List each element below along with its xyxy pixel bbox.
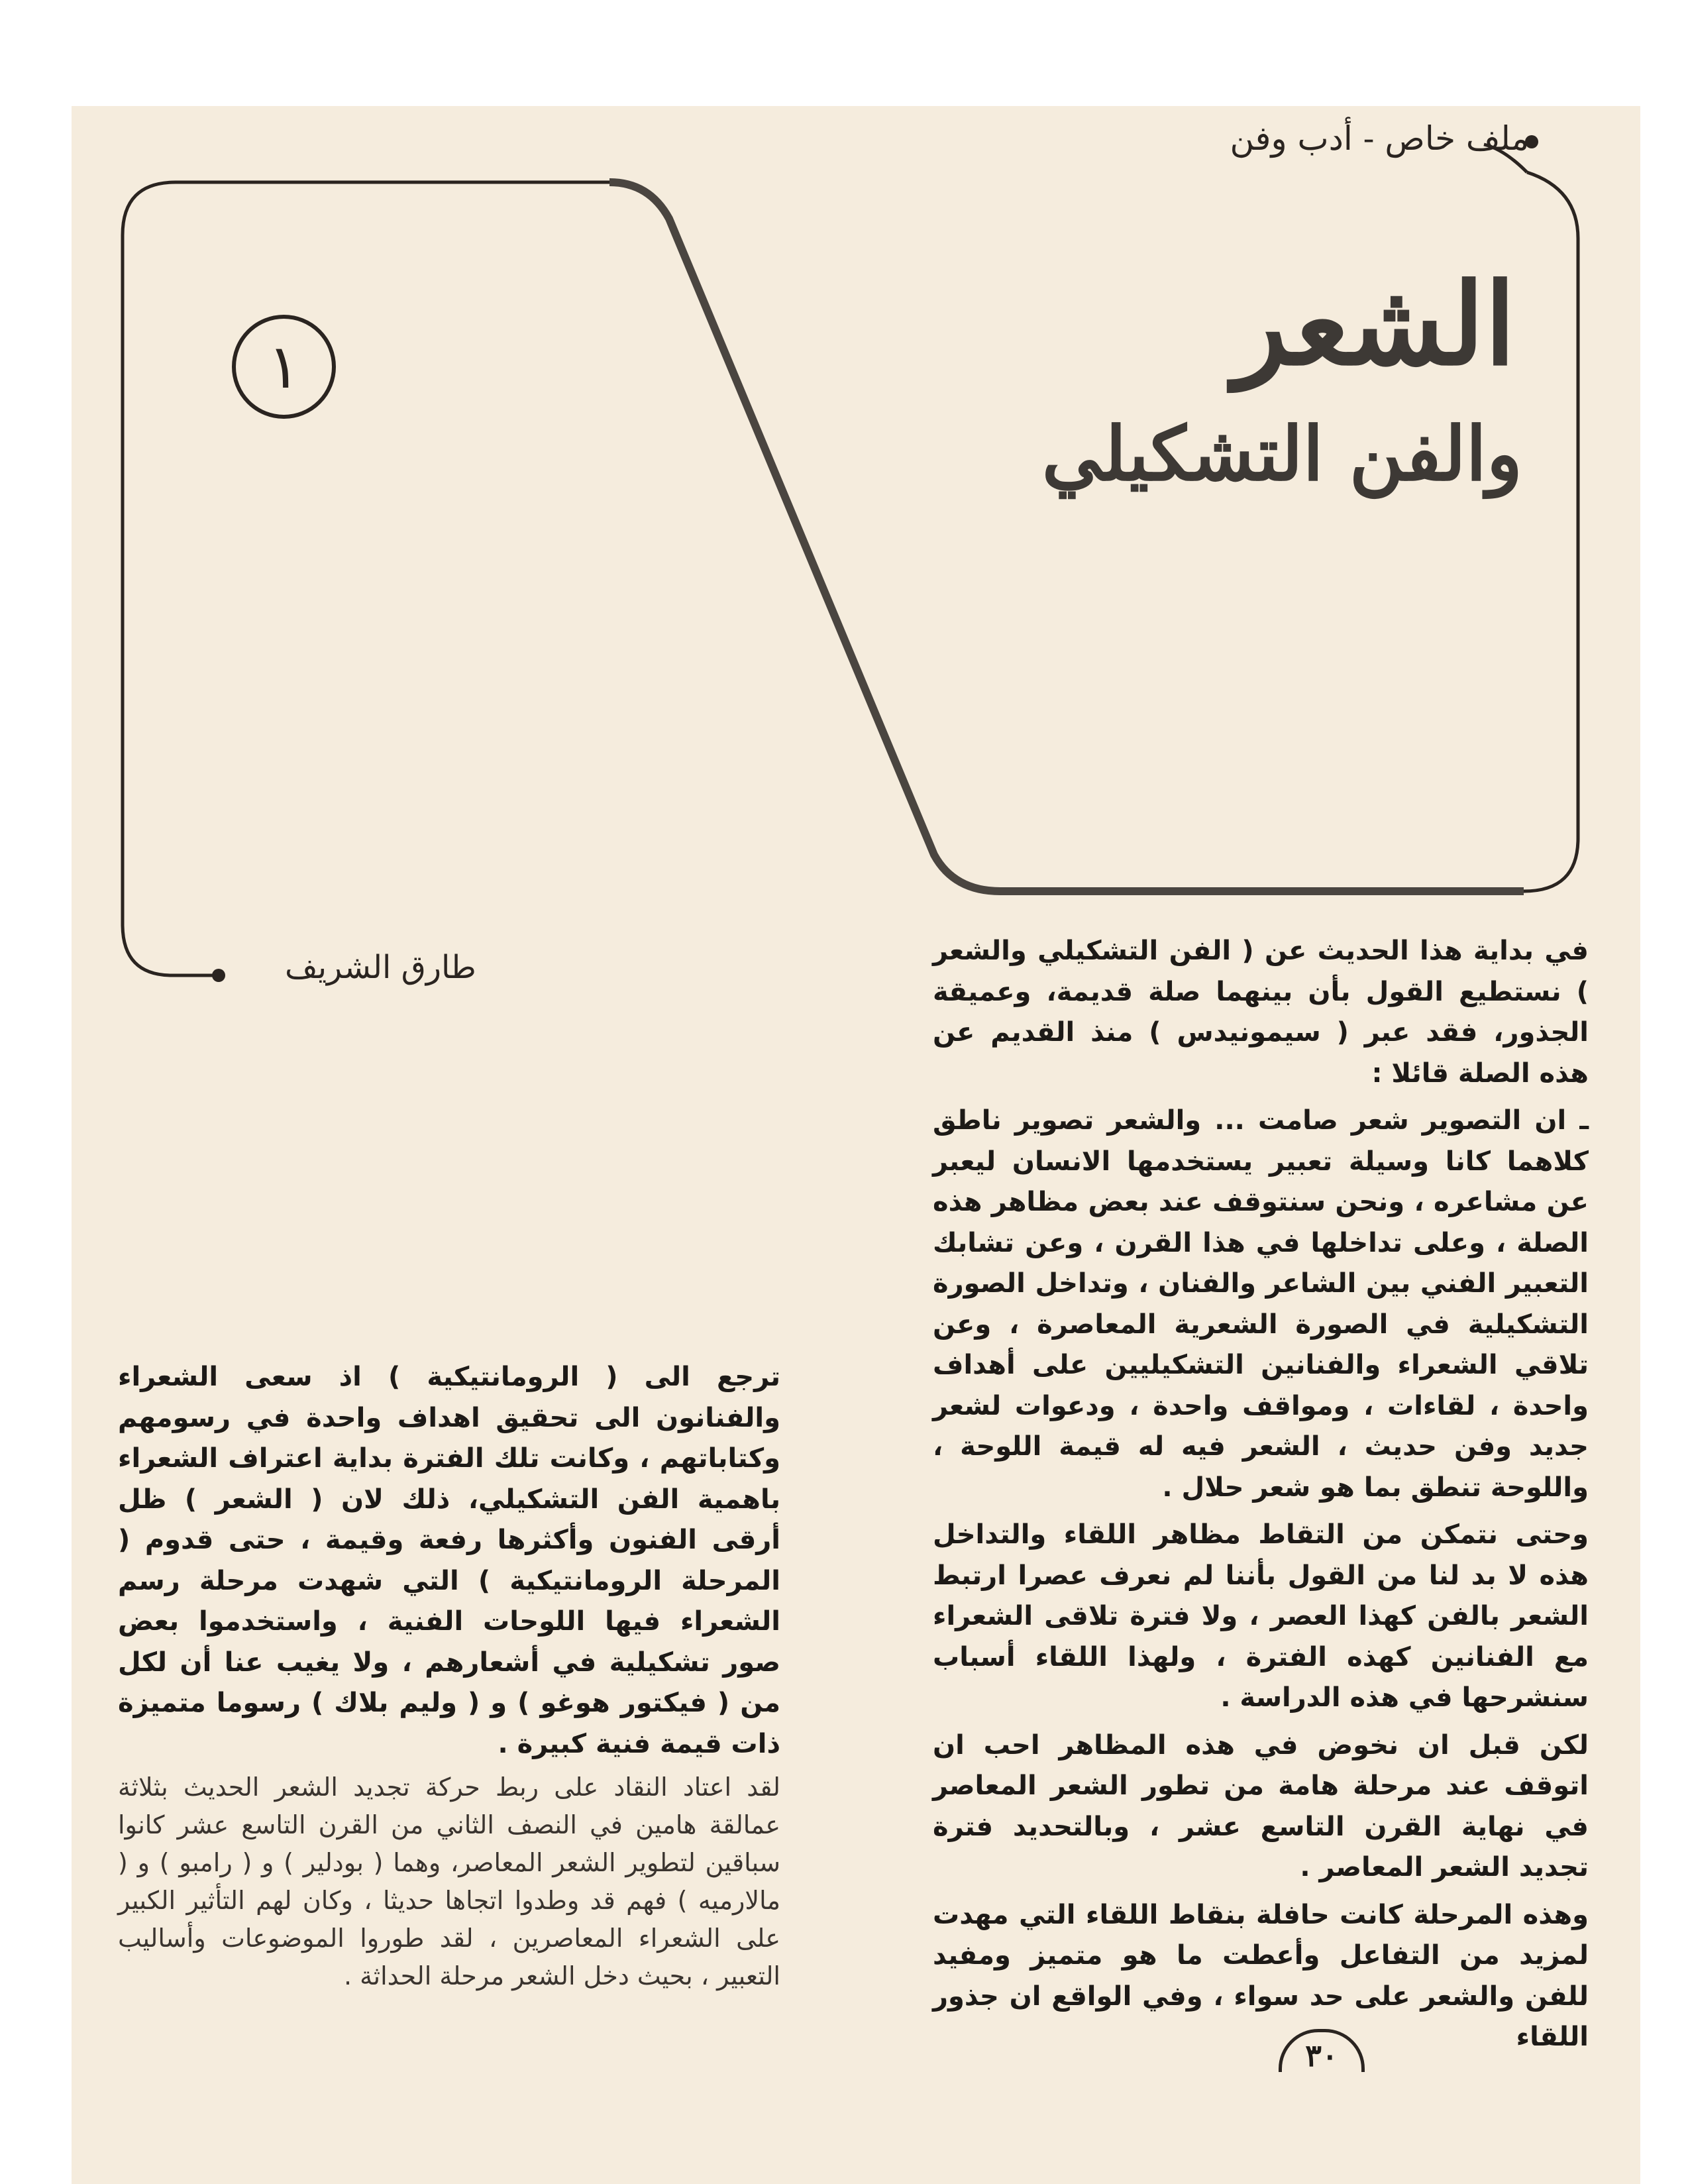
article-title: الشعر: [1233, 258, 1516, 391]
article-subtitle: والفن التشكيلي: [1041, 411, 1522, 498]
paragraph: لقد اعتاد النقاد على ربط حركة تجديد الشعر الحديث بثلاثة عمالقة هامين في النصف الثاني من القرن التاسع عشر كانوا سباقين لتطوير الشعر المعاصر، وهما ( بودلير ) و ( رامبو ) و ( مالارميه ) فهم قد وطدوا اتجاها حديثا ، وكان لهم التأثير الكبير على الشعراء المعاصرين ، لقد طوروا الموضوعات وأساليب التعبير ، بحيث دخل الشعر مرحلة الحداثة .: [118, 1773, 780, 1991]
left-column: [118, 1357, 780, 2002]
paragraph: في بداية هذا الحديث عن ( الفن التشكيلي والشعر ) نستطيع القول بأن بينهما صلة قديمة، وعميقة الجذور، فقد عبر ( سيمونيدس ) منذ القديم عن هذه الصلة قائلا :: [933, 936, 1589, 1089]
paragraph: وحتى نتمكن من التقاط مظاهر اللقاء والتداخل هذه لا بد لنا من القول بأننا لم نعرف عصرا ارتبط الشعر بالفن كهذا العصر ، ولا فترة تلاقى الشعراء مع الفنانين كهذه الفترة ، ولهذا اللقاء أسباب سنشرحها في هذه الدراسة .: [933, 1519, 1589, 1713]
author-name: طارق الشريف: [285, 949, 476, 986]
paragraph: ترجع الى ( الرومانتيكية ) اذ سعى الشعراء والفنانون الى تحقيق اهداف واحدة في رسومهم وكتاباتهم ، وكانت تلك الفترة بداية اعتراف الشعراء باهمية الفن التشكيلي، ذلك لان ( الشعر ) ظل أرقى الفنون وأكثرها رفعة وقيمة ، حتى قدوم ( المرحلة الرومانتيكية ) التي شهدت مرحلة رسم الشعراء فيها اللوحات الفنية ، واستخدموا بعض صور تشكيلية في أشعارهم ، ولا يغيب عنا أن لكل من ( فيكتور هوغو ) و ( وليم بلاك ) رسوما متميزة ذات قيمة فنية كبيرة .: [118, 1362, 780, 1759]
issue-number-badge: [232, 315, 336, 419]
paragraph: وهذه المرحلة كانت حافلة بنقاط اللقاء التي مهدت لمزيد من التفاعل وأعطت ما هو متميز ومفيد للفن والشعر على حد سواء ، وفي الواقع ان جذور اللقاء: [933, 1899, 1589, 2052]
paragraph: ـ ان التصوير شعر صامت ... والشعر تصوير ناطق كلاهما كانا وسيلة تعبير يستخدمها الانسان ليعبر عن مشاعره ، ونحن سنتوقف عند بعض مظاهر هذه الصلة ، وعلى تداخلها في هذا القرن ، وعن تشابك التعبير الفني بين الشاعر والفنان ، وتداخل الصورة التشكيلية في الصورة الشعرية المعاصرة ، وعن تلاقي الشعراء والفنانين التشكيليين على أهداف واحدة ، لقاءات ، ومواقف واحدة ، ودعوات لشعر جديد وفن حديث ، الشعر فيه له قيمة اللوحة ، واللوحة تنطق بما هو شعر حلال .: [933, 1105, 1589, 1503]
frame-outline-left: [123, 182, 609, 975]
frame-outline-right: [1524, 172, 1578, 891]
author-dot: [212, 969, 225, 982]
right-column: [933, 931, 1589, 2065]
paragraph: لكن قبل ان نخوض في هذه المظاهر احب ان اتوقف عند مرحلة هامة من تطور الشعر المعاصر في نهاية القرن التاسع عشر ، وبالتحديد فترة تجديد الشعر المعاصر .: [933, 1729, 1589, 1883]
issue-number: ١: [267, 331, 301, 402]
series-label: ملف خاص - أدب وفن: [1230, 119, 1529, 158]
page-number: ٣٠: [1279, 2029, 1365, 2072]
